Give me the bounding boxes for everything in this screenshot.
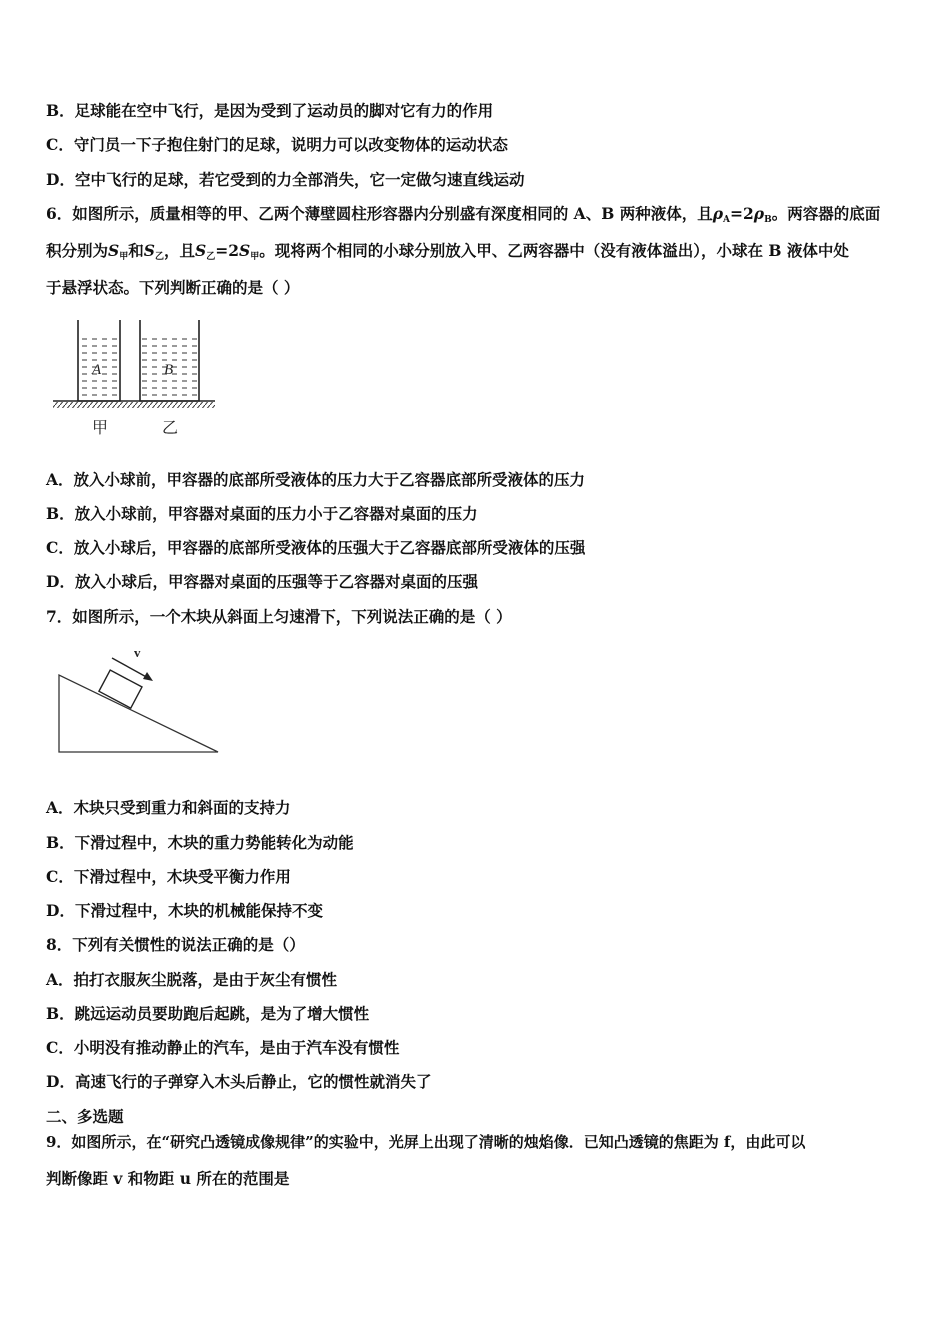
q9-stem-line1: 9．如图所示，在“研究凸透镜成像规律”的实验中，光屏上出现了清晰的烛焰像．已知凸透镜的焦距为 f，由此可以: [46, 1133, 806, 1151]
q6-stem-line1: [46, 203, 910, 231]
q6-stem-text: ，且: [163, 241, 195, 260]
q6-stem-line2: [46, 240, 910, 268]
s-symbol: S: [238, 241, 251, 260]
rho-b-subscript: B: [764, 215, 772, 225]
q6-option-c: C．放入小球后，甲容器的底部所受液体的压强大于乙容器底部所受液体的压强: [46, 538, 586, 557]
q7-option-b: B．下滑过程中，木块的重力势能转化为动能: [46, 833, 354, 852]
s-symbol: S: [194, 241, 207, 260]
q7-stem: 7．如图所示，一个木块从斜面上匀速滑下，下列说法正确的是（ ）: [46, 607, 512, 626]
table-hatch: [53, 402, 215, 408]
liquid-b-label: B: [164, 362, 174, 378]
q8-option-c: C．小明没有推动静止的汽车，是由于汽车没有惯性: [46, 1038, 400, 1057]
q6-stem-text: 和: [128, 241, 144, 260]
q8-option-a: A．拍打衣服灰尘脱落，是由于灰尘有惯性: [46, 970, 338, 989]
q6-stem-text: 。两容器的底面: [771, 204, 881, 223]
wooden-block: [99, 670, 142, 708]
q5-option-c: C．守门员一下子抱住射门的足球，说明力可以改变物体的运动状态: [46, 135, 508, 154]
s-yi-subscript: 乙: [206, 252, 216, 262]
q6-eq: =2: [215, 241, 239, 260]
rho-symbol: ρ: [712, 204, 724, 223]
q5-option-b: B．足球能在空中飞行，是因为受到了运动员的脚对它有力的作用: [46, 101, 494, 120]
q8-option-b: B．跳远运动员要助跑后起跳，是为了增大惯性: [46, 1004, 370, 1023]
q6-stem-text: 。现将两个相同的小球分别放入甲、乙两容器中（没有液体溢出），小球在 B 液体中处: [259, 241, 849, 260]
q6-stem-line3: 于悬浮状态。下列判断正确的是（ ）: [46, 278, 300, 297]
container-yi-label: 乙: [162, 418, 179, 437]
velocity-label: v: [134, 645, 141, 660]
velocity-arrowhead: [143, 672, 153, 681]
liquid-a-label: A: [92, 362, 102, 378]
s-symbol: S: [108, 241, 120, 260]
container-jia-label: 甲: [92, 418, 109, 437]
incline-figure: [50, 645, 225, 760]
s-jia-subscript: 甲: [119, 252, 129, 262]
q7-option-c: C．下滑过程中，木块受平衡力作用: [46, 867, 291, 886]
containers-figure: [50, 315, 220, 440]
q6-stem-text: 积分别为: [46, 241, 109, 260]
s-yi-subscript: 乙: [154, 252, 164, 262]
q5-option-d: D．空中飞行的足球，若它受到的力全部消失，它一定做匀速直线运动: [46, 170, 525, 189]
q7-option-d: D．下滑过程中，木块的机械能保持不变: [46, 901, 323, 920]
incline-diagram: [50, 645, 225, 760]
containers-diagram: [50, 315, 220, 440]
q8-stem: 8．下列有关惯性的说法正确的是（）: [46, 935, 305, 954]
s-symbol: S: [143, 241, 155, 260]
q6-option-b: B．放入小球前，甲容器对桌面的压力小于乙容器对桌面的压力: [46, 504, 478, 523]
q6-eq: =2: [730, 204, 754, 223]
q9-stem-line2: 判断像距 v 和物距 u 所在的范围是: [46, 1169, 290, 1188]
rho-symbol: ρ: [753, 204, 765, 223]
q8-option-d: D．高速飞行的子弹穿入木头后静止，它的惯性就消失了: [46, 1072, 432, 1091]
q6-stem-text: 6．如图所示，质量相等的甲、乙两个薄壁圆柱形容器内分别盛有深度相同的 A、B 两种液体，且: [46, 204, 713, 223]
s-jia-subscript: 甲: [250, 252, 260, 262]
q6-option-d: D．放入小球后，甲容器对桌面的压强等于乙容器对桌面的压强: [46, 572, 478, 591]
rho-a-subscript: A: [723, 215, 731, 225]
section-title: 二、多选题: [46, 1107, 124, 1126]
q6-option-a: A．放入小球前，甲容器的底部所受液体的压力大于乙容器底部所受液体的压力: [46, 470, 586, 489]
q7-option-a: A．木块只受到重力和斜面的支持力: [46, 798, 291, 817]
